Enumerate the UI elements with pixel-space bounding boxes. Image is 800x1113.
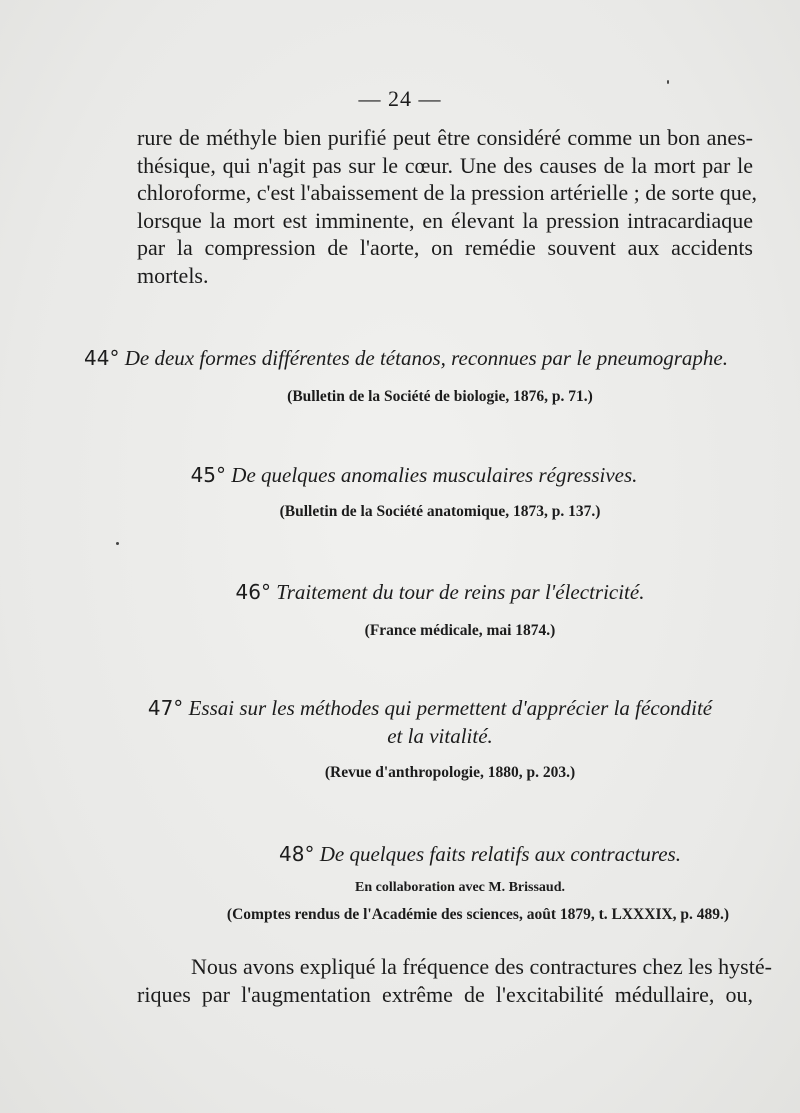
ink-speck (116, 542, 119, 545)
entry-47-citation: (Revue d'anthropologie, 1880, p. 203.) (324, 764, 576, 781)
page-number: — 24 — (358, 86, 442, 111)
paragraph-line: chloroforme, c'est l'abaissement de la pression artérielle ; de sorte que, (137, 180, 758, 205)
paragraph-line: par la compression de l'aorte, on remédie souvent aux accidents (137, 235, 753, 260)
entry-title-text: De quelques faits relatifs aux contractures. (319, 842, 681, 866)
paragraph-line: rure de méthyle bien purifié peut être considéré comme un bon anes- (137, 125, 753, 150)
entry-title-text: De quelques anomalies musculaires régressives. (231, 463, 638, 487)
closing-paragraph (137, 953, 772, 1008)
entry-44-title (0, 346, 800, 371)
entry-46-title (0, 580, 800, 605)
entry-46-citation: (France médicale, mai 1874.) (364, 622, 556, 639)
entry-47-title (0, 696, 800, 721)
entry-45-title (0, 463, 800, 488)
entry-45-citation: (Bulletin de la Société anatomique, 1873, p. 137.) (279, 503, 601, 520)
entry-number: 48° (279, 842, 315, 866)
paragraph-line: mortels. (137, 262, 209, 288)
paragraph-line: lorsque la mort est imminente, en élevant la pression intracardiaque (137, 207, 753, 233)
entry-number: 44° (84, 346, 120, 370)
entry-48-title (0, 842, 800, 867)
paragraph-line: thésique, qui n'agit pas sur le cœur. Une des causes de la mort par le (137, 152, 753, 178)
entry-title-text: Traitement du tour de reins par l'électricité. (276, 580, 645, 604)
entry-47-title-continued: et la vitalité. (387, 724, 493, 748)
entry-number: 45° (190, 463, 227, 487)
entry-48-citation: (Comptes rendus de l'Académie des sciences, août 1879, t. LXXXIX, p. 489.) (226, 906, 730, 923)
entry-title-text: Essai sur les méthodes qui permettent d'apprécier la fécondité (188, 696, 713, 720)
entry-44-citation: (Bulletin de la Société de biologie, 1876, p. 71.) (287, 388, 593, 405)
intro-paragraph (137, 124, 758, 289)
paragraph-line: riques par l'augmentation extrême de l'excitabilité médullaire, ou, (137, 981, 753, 1007)
paragraph-line: Nous avons expliqué la fréquence des contractures chez les hysté- (191, 954, 772, 979)
entry-number: 47° (147, 696, 184, 720)
entry-number: 46° (235, 580, 271, 604)
entry-title-text: De deux formes différentes de tétanos, reconnues par le pneumographe. (124, 346, 728, 370)
ink-speck (667, 80, 669, 84)
entry-48-collaboration: En collaboration avec M. Brissaud. (354, 880, 565, 895)
